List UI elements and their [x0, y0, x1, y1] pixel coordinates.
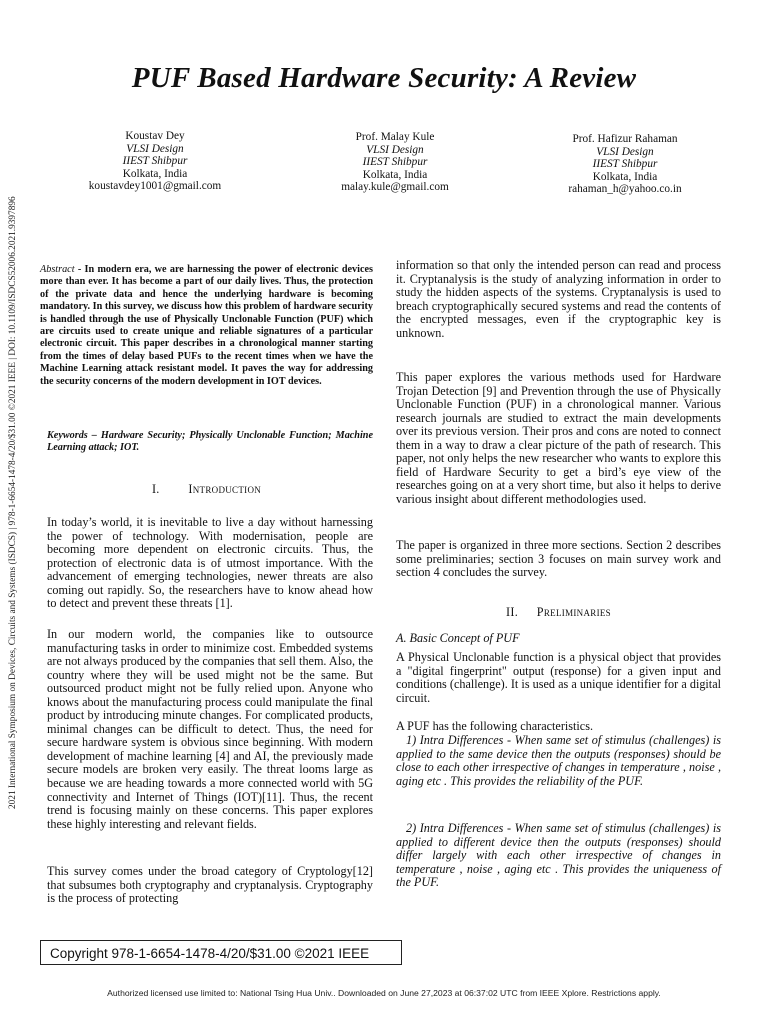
- author-institution: IIEST Shibpur: [592, 158, 658, 171]
- col2-paragraph-3: The paper is organized in three more sections. Section 2 describes some preliminaries; section 3 focuses on main survey work and section 4 concludes the survey.: [396, 538, 721, 580]
- section-2-heading: [396, 605, 721, 620]
- abstract: [40, 264, 373, 388]
- section-2-number: II.: [506, 605, 519, 619]
- author-email: koustavdey1001@gmail.com: [88, 180, 222, 193]
- intro-paragraph-3: This survey comes under the broad category of Cryptology[12] that subsumes both cryptography and cryptanalysis. Cryptography is the process of protecting: [47, 864, 373, 906]
- keywords-block: [47, 430, 373, 455]
- paper-title: PUF Based Hardware Security: A Review: [131, 62, 637, 94]
- author-dept: VLSI Design: [366, 143, 424, 156]
- keywords: Keywords – Hardware Security; Physically Unclonable Function; Machine Learning attack; IOT.: [47, 430, 373, 454]
- subsection-a-heading: A. Basic Concept of PUF: [396, 631, 520, 645]
- author-city: Kolkata, India: [362, 168, 428, 181]
- col2-paragraph-1: information so that only the intended person can read and process it. Cryptanalysis is the study of analyzing information in order to study the hidden aspects of the systems. Cryptanalysis is used to breach cryptographically secured systems and read the contents of the encrypted messages, even if the cryptographic key is unknown.: [396, 258, 721, 340]
- author-dept: VLSI Design: [126, 142, 184, 155]
- characteristic-2: 2) Intra Differences - When same set of stimulus (challenges) is applied to different device then the outputs (responses) should differ largely with each other irrespective of changes in temperature , noise , aging etc . This provides the uniqueness of the PUF.: [396, 821, 721, 890]
- intro-paragraph-2: In our modern world, the companies like to outsource manufacturing tasks in order to minimize cost. Embedded systems are not always produced by the companies that sell them. Also, the country where they will be used might not be the same. But outsourced product might not be fully relied upon. Anyone who knows about the manufacturing process could manipulate the final product by introducing minute changes. For complicated products, minimal changes can be difficult to detect. Thus, the need for secure hardware system is obvious since beginning. With modern development of machine learning [4] and AI, the previously made secure models are broken very easily. The threat looms large as because we are heading towards a more connected world with 5G connectivity and Internet of Things (IOT)[11]. Thus, the recent trend is focusing mainly on these concerns. This paper explores these highly interesting and relevant fields.: [47, 627, 373, 831]
- col2-paragraph-5: A PUF has the following characteristics.: [396, 719, 593, 733]
- left-column: [40, 264, 373, 388]
- author-email: rahaman_h@yahoo.co.in: [568, 183, 682, 196]
- author-block-1: [60, 130, 250, 193]
- col2-paragraph-4: A Physical Unclonable function is a physical object that provides a "digital fingerprint" output (response) for a given input and conditions (challenge). It is used as a unique identifier for a digital circuit.: [396, 650, 721, 705]
- author-name: Koustav Dey: [125, 130, 185, 142]
- section-1-title: Introduction: [188, 482, 262, 496]
- author-block-3: [530, 133, 720, 196]
- section-1-heading: [40, 482, 373, 497]
- abstract-label: Abstract: [40, 264, 75, 275]
- author-institution: IIEST Shibpur: [362, 156, 428, 169]
- section-2-title: Preliminaries: [536, 605, 611, 619]
- abstract-text: - In modern era, we are harnessing the power of electronic devices more than ever. It has become a part of our daily lives. Thus, the protection of the private data and hence the underlying hardware is becoming mandatory. In this survey, we discuss how this problem of hardware security is handled through the use of Physically Unclonable Function (PUF) which are circuits used to create unique and reliable signatures of a particular electronic circuit. This paper describes in a chronological manner starting from the times of delay based PUFs to the recent times when we have the Machine Learning attack resistant model. It paves the way for addressing the security concerns of the modern development in IOT devices.: [40, 264, 373, 387]
- copyright-box: Copyright 978-1-6654-1478-4/20/$31.00 ©2021 IEEE: [40, 940, 402, 965]
- col2-paragraph-2: This paper explores the various methods used for Hardware Trojan Detection [9] and Prevention through the use of Physically Unclonable Function (PUF) in a chronological manner. Various research journals are studied to extract the main developments over its previous version. Their pros and cons are noted to connect them in a way to draw a clear picture of the path of research. This paper, not only helps the new researcher who wants to explore this field of Hardware Security to get a bird’s eye view of the researches going on at a very short time, but also it helps to derive various insight about different methodologies used.: [396, 370, 721, 506]
- section-1-number: I.: [151, 482, 160, 496]
- side-citation-text: 2021 International Symposium on Devices, Circuits and Systems (ISDCS) | 978-1-6654-1478-4/20/$31.00 ©2021 IEEE | DOI: 10.1109/ISDCS52006.2021.9397896: [8, 196, 18, 809]
- author-block-2: [300, 131, 490, 194]
- license-footer: Authorized licensed use limited to: National Tsing Hua Univ.. Downloaded on June 27,2023 at 06:37:02 UTC from IEEE Xplore. Restrictions apply.: [107, 988, 661, 998]
- characteristic-1: 1) Intra Differences - When same set of stimulus (challenges) is applied to the same device then the outputs (responses) should be close to each other irrespective of changes in temperature , noise , aging etc . This provides the reliability of the PUF.: [396, 733, 721, 788]
- author-dept: VLSI Design: [596, 145, 654, 158]
- author-institution: IIEST Shibpur: [122, 155, 188, 168]
- author-email: malay.kule@gmail.com: [341, 181, 449, 194]
- intro-paragraph-1: In today’s world, it is inevitable to live a day without harnessing the power of technology. With modernisation, people are becoming more dependent on electronic circuits. Thus, the protection of electronic data is of utmost importance. With the advancement of emerging technologies, newer threats are also coming out rapidly. So, the researchers have to know ahead how to detect and prevent these threats [1].: [47, 515, 373, 611]
- author-city: Kolkata, India: [592, 170, 658, 183]
- author-city: Kolkata, India: [122, 167, 188, 180]
- author-name: Prof. Hafizur Rahaman: [572, 133, 678, 145]
- author-name: Prof. Malay Kule: [355, 131, 435, 143]
